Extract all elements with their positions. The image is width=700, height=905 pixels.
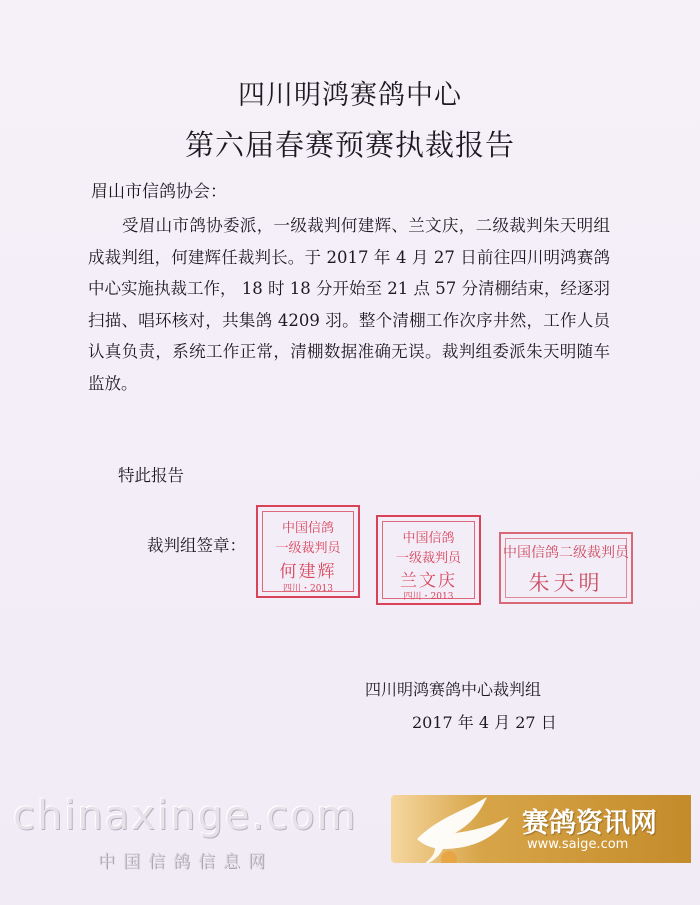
pigeon-logo-icon bbox=[409, 795, 519, 863]
banner-title: 赛鸽资讯网 bbox=[522, 808, 657, 839]
referee-seal-2 bbox=[376, 515, 481, 605]
seal-line1: 中国信鸽 bbox=[281, 521, 334, 536]
signing-date: 2017 年 4 月 27 日 bbox=[412, 713, 557, 732]
seal-line1: 中国信鸽二级裁判员 bbox=[503, 545, 629, 561]
seal-footer: 四川・2013 bbox=[403, 592, 454, 602]
document-title-line2: 第六届春赛预赛执裁报告 bbox=[184, 128, 515, 162]
salutation: 眉山市信鸽协会： bbox=[91, 182, 227, 202]
watermark-site: chinaxinge.com bbox=[13, 793, 358, 839]
saige-banner bbox=[391, 795, 691, 863]
referee-seal-3 bbox=[499, 532, 633, 604]
signature-label: 裁判组签章： bbox=[147, 536, 246, 555]
signing-organization: 四川明鸿赛鸽中心裁判组 bbox=[365, 680, 542, 699]
banner-url: www.saige.com bbox=[527, 837, 629, 852]
referee-seal-1 bbox=[256, 505, 360, 598]
watermark-site-name: 中国信鸽信息网 bbox=[98, 852, 273, 872]
seal-name: 兰文庆 bbox=[400, 571, 457, 591]
report-body bbox=[88, 210, 610, 399]
document-title-line1: 四川明鸿赛鸽中心 bbox=[238, 80, 462, 111]
seal-name: 何建辉 bbox=[279, 562, 337, 582]
report-paragraph: 受眉山市鸽协委派，一级裁判何建辉、兰文庆，二级裁判朱天明组成裁判组，何建辉任裁判长。于 2017 年 4 月 27 日前往四川明鸿赛鸽中心实施执裁工作， 18 时 18 分开始至 21 点 57 分清棚结束，经逐羽扫描、唱环核对，共集鸽 4209 羽。整个清棚工作次序井然，工作人员认真负责，系统工作正常，清棚数据准确无误。裁判组委派朱天明随车监放。 bbox=[88, 216, 610, 393]
seal-name: 朱天明 bbox=[528, 571, 604, 595]
seal-footer: 四川・2013 bbox=[283, 584, 333, 594]
closing-phrase: 特此报告 bbox=[118, 466, 184, 485]
seal-line1: 中国信鸽 bbox=[402, 531, 455, 546]
seal-line2: 一级裁判员 bbox=[395, 551, 461, 566]
seal-line2: 一级裁判员 bbox=[275, 541, 341, 556]
